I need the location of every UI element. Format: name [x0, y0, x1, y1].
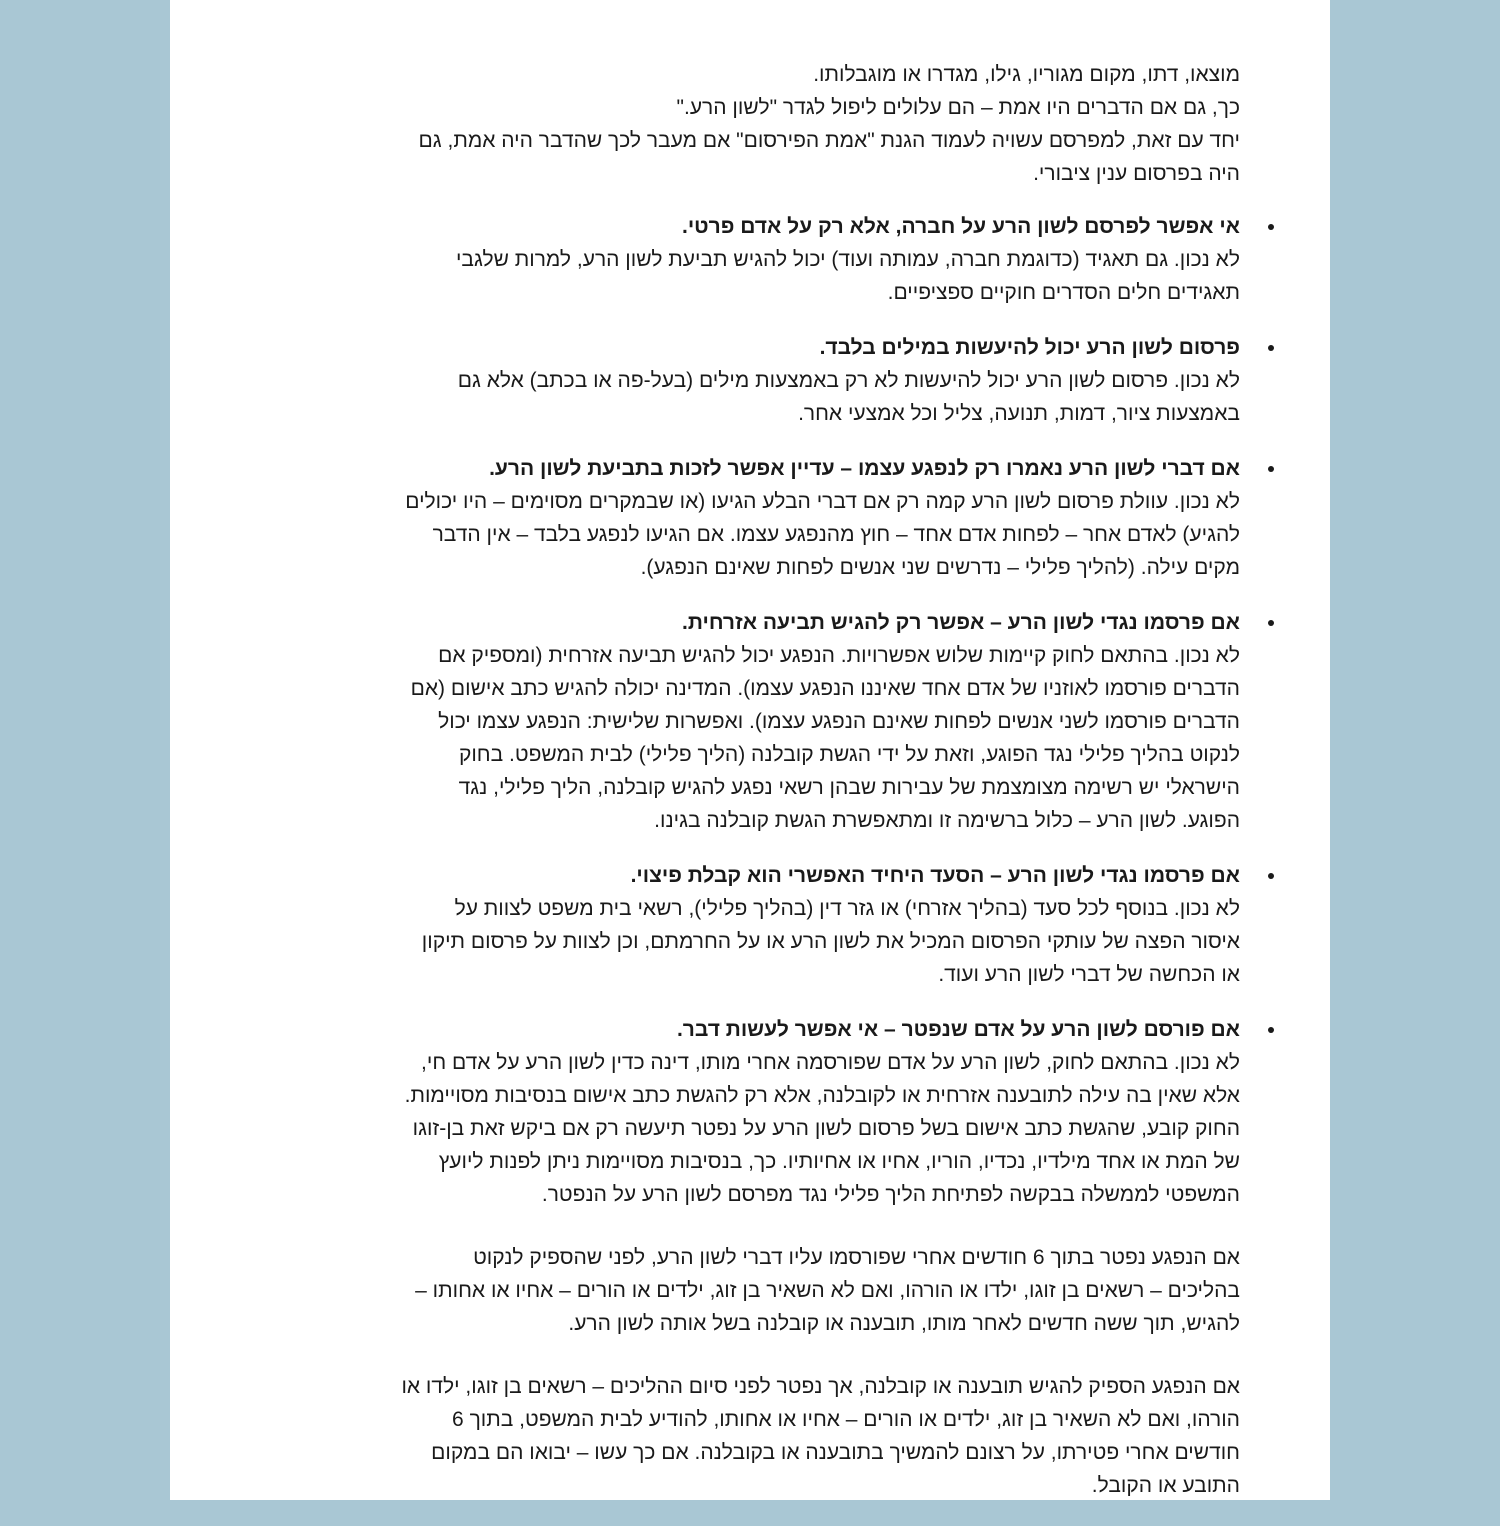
- text-line: לא נכון. בהתאם לחוק קיימות שלוש אפשרויות. הנפגע יכול להגיש תביעה אזרחית (ומספיק אם: [438, 644, 1240, 667]
- bullet-heading: אם פרסמו נגדי לשון הרע – הסעד היחיד האפשרי הוא קבלת פיצוי.: [630, 864, 1240, 887]
- text-line: אלא שאין בה עילה לתובענה אזרחית או לקובלנה, אלא רק להגשת כתב אישום בנסיבות מסויימות.: [404, 1084, 1240, 1107]
- bullet-item: [260, 331, 1240, 430]
- bullet-icon: [1268, 620, 1274, 626]
- text-line: אם הנפגע נפטר בתוך 6 חודשים אחרי שפורסמו עליו דברי לשון הרע, לפני שהספיק לנקוט: [473, 1246, 1240, 1269]
- text-line: לא נכון. בהתאם לחוק, לשון הרע על אדם שפורסמה אחרי מותו, דינה כדין לשון הרע על אדם חי,: [421, 1051, 1240, 1074]
- bullet-item: [260, 452, 1240, 584]
- closing-paragraph: [260, 1370, 1240, 1502]
- text-line: מוצאו, דתו, מקום מגוריו, גילו, מגדרו או מוגבלותו.: [813, 63, 1240, 86]
- bullet-icon: [1268, 224, 1274, 230]
- bullet-item: [260, 606, 1240, 837]
- bullet-icon: [1268, 345, 1274, 351]
- text-line: התובע או הקובל.: [1091, 1474, 1240, 1497]
- text-line: יחד עם זאת, למפרסם עשויה לעמוד הגנת "אמת הפירסום" אם מעבר לכך שהדבר היה אמת, גם: [418, 129, 1240, 152]
- text-line: מקים עילה. (להליך פלילי – נדרשים שני אנשים לפחות שאינם הנפגע).: [640, 556, 1240, 579]
- text-line: איסור הפצה של עותקי הפרסום המכיל את לשון הרע או על החרמתם, וכן לצוות על פרסום תיקון: [421, 930, 1240, 953]
- text-line: או הכחשה של דברי לשון הרע ועוד.: [938, 963, 1240, 986]
- text-line: לא נכון. בנוסף לכל סעד (בהליך אזרחי) או גזר דין (בהליך פלילי), רשאי בית משפט לצוות על: [454, 897, 1240, 920]
- text-line: הפוגע. לשון הרע – כלול ברשימה זו ומתאפשרת הגשת קובלנה בגינו.: [654, 809, 1240, 832]
- text-line: בהליכים – רשאים בן זוגו, ילדו או הורהו, ואם לא השאיר בן זוג, ילדים או הורים – אחיו או אחותו –: [415, 1279, 1240, 1302]
- closing-paragraph: [260, 1241, 1240, 1340]
- text-line: הדברים פורסמו לאוזניו של אדם אחד שאיננו הנפגע עצמו). המדינה יכולה להגיש כתב אישום (אם: [410, 677, 1240, 700]
- bullet-icon: [1268, 466, 1274, 472]
- text-line: היה בפרסום ענין ציבורי.: [1033, 162, 1240, 185]
- text-line: לא נכון. פרסום לשון הרע יכול להיעשות לא רק באמצעות מילים (בעל-פה או בכתב) אלא גם: [457, 369, 1240, 392]
- text-line: חודשים אחרי פטירתו, על רצונם להמשיך בתובענה או בקובלנה. אם כך עשו – יבואו הם במקום: [431, 1441, 1240, 1464]
- text-line: הדברים פורסמו לשני אנשים לפחות שאינם הנפגע עצמו). ואפשרות שלישית: הנפגע עצמו יכול: [438, 710, 1240, 733]
- document-content: [260, 58, 1240, 1526]
- bullet-heading: אם דברי לשון הרע נאמרו רק לנפגע עצמו – עדיין אפשר לזכות בתביעת לשון הרע.: [489, 457, 1240, 480]
- bullet-item: [260, 210, 1240, 309]
- bullet-heading: אי אפשר לפרסם לשון הרע על חברה, אלא רק על אדם פרטי.: [682, 215, 1240, 238]
- text-line: אם הנפגע הספיק להגיש תובענה או קובלנה, אך נפטר לפני סיום ההליכים – רשאים בן זוגו, ילדו או: [401, 1375, 1240, 1398]
- text-line: הישראלי יש רשימה מצומצמת של עבירות שבהן רשאי נפגע להגיש קובלנה, הליך פלילי, נגד: [458, 776, 1240, 799]
- text-line: באמצעות ציור, דמות, תנועה, צליל וכל אמצעי אחר.: [798, 402, 1240, 425]
- text-line: להגיע) לאדם אחר – לפחות אדם אחד – חוץ מהנפגע עצמו. אם הגיעו לנפגע בלבד – אין הדבר: [432, 523, 1240, 546]
- bullet-heading: אם פורסם לשון הרע על אדם שנפטר – אי אפשר לעשות דבר.: [676, 1018, 1240, 1041]
- bullet-heading: פרסום לשון הרע יכול להיעשות במילים בלבד.: [819, 336, 1240, 359]
- bullet-item: [260, 859, 1240, 991]
- intro-paragraph: [260, 58, 1240, 190]
- bullet-icon: [1268, 873, 1274, 879]
- text-line: של המת או אחד מילדיו, נכדיו, הוריו, אחיו או אחיותיו. כך, בנסיבות מסויימות ניתן לפנות ליועץ: [438, 1150, 1240, 1173]
- bullet-icon: [1268, 1027, 1274, 1033]
- text-line: כך, גם אם הדברים היו אמת – הם עלולים ליפול לגדר "לשון הרע.": [676, 96, 1240, 119]
- document-page: [170, 0, 1330, 1500]
- text-line: המשפטי לממשלה בבקשה לפתיחת הליך פלילי נגד מפרסם לשון הרע על הנפטר.: [541, 1183, 1240, 1206]
- text-line: לא נכון. עוולת פרסום לשון הרע קמה רק אם דברי הבלע הגיעו (או שבמקרים מסוימים – היו יכולים: [405, 490, 1240, 513]
- text-line: לא נכון. גם תאגיד (כדוגמת חברה, עמותה ועוד) יכול להגיש תביעת לשון הרע, למרות שלגבי: [455, 248, 1240, 271]
- text-line: להגיש, תוך ששה חדשים לאחר מותו, תובענה או קובלנה בשל אותה לשון הרע.: [568, 1312, 1240, 1335]
- bullet-heading: אם פרסמו נגדי לשון הרע – אפשר רק להגיש תביעה אזרחית.: [682, 611, 1240, 634]
- text-line: לנקוט בהליך פלילי נגד הפוגע, וזאת על ידי הגשת קובלנה (הליך פלילי) לבית המשפט. בחוק: [458, 743, 1240, 766]
- text-line: תאגידים חלים הסדרים חוקיים ספציפיים.: [887, 281, 1240, 304]
- text-line: הורהו, ואם לא השאיר בן זוג, ילדים או הורים – אחיו או אחותו, להודיע לבית המשפט, בתוך 6: [452, 1408, 1240, 1431]
- text-line: החוק קובע, שהגשת כתב אישום בשל פרסום לשון הרע על נפטר תיעשה רק אם ביקש זאת בן-זוגו: [412, 1117, 1240, 1140]
- bullet-item: [260, 1013, 1240, 1211]
